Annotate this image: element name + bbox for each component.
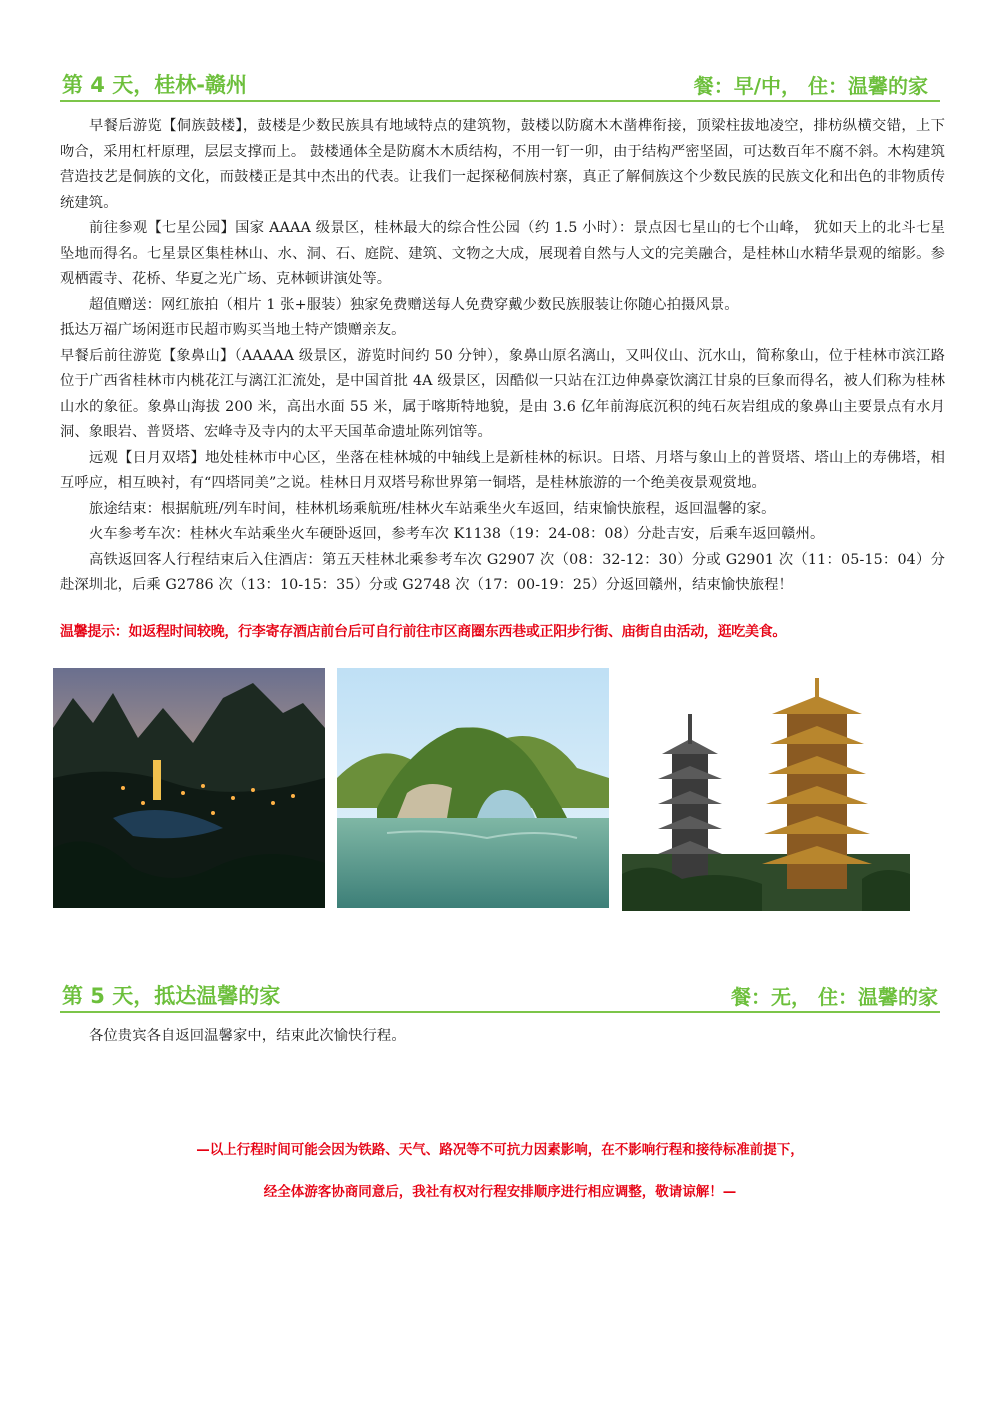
- day4-paragraph-wanfu-plaza: 抵达万福广场闲逛市民超市购买当地土特产馈赠亲友。: [60, 322, 406, 338]
- day4-paragraph-train-info: 火车参考车次：桂林火车站乘坐火车硬卧返回，参考车次 K1138（19：24-08：08）分赴吉安，后乘车返回赣州。: [89, 526, 825, 542]
- day4-tip: [60, 621, 960, 641]
- photo-sun-moon-pagodas: [622, 674, 910, 911]
- day4-header: [60, 72, 940, 102]
- day5-meal-lodging: 餐：无， 住：温馨的家: [731, 985, 938, 1009]
- day5-header: [60, 983, 940, 1013]
- day4-paragraph-drum-tower: 早餐后游览【侗族鼓楼】，鼓楼是少数民族具有地域特点的建筑物，鼓楼以防腐木木凿榫衔接，顶梁柱拔地凌空，排枋纵横交错，上下吻合，采用杠杆原理，层层支撑而上。 鼓楼通体全是防腐木木质结构，不用一钉一卯，由于结构严密坚固，可达数百年不腐不斜。木构建筑营造技艺是侗族的文化，而鼓楼正是其中杰出的代表。让我们一起探秘侗族村寨，真正了解侗族这个少数民族的民族文化和出色的非物质传统建筑。: [60, 118, 945, 211]
- day5-paragraph: 各位贵宾各自返回温馨家中，结束此次愉快行程。: [89, 1028, 406, 1044]
- day4-paragraph-twin-pagodas: 远观【日月双塔】地处桂林市中心区，坐落在桂林城的中轴线上是新桂林的标识。日塔、月塔与象山上的普贤塔、塔山上的寿佛塔，相互呼应，相互映衬，有“四塔同美”之说。桂林日月双塔号称世界第一铜塔，是桂林旅游的一个绝美夜景观赏地。: [60, 449, 945, 491]
- photo-guilin-night-view: [53, 668, 325, 908]
- tip-label: 温馨提示：: [60, 624, 129, 640]
- day4-paragraph-elephant-trunk-hill: 早餐后前往游览【象鼻山】（AAAAA 级景区，游览时间约 50 分钟），象鼻山原名漓山，又叫仪山、沉水山，简称象山，位于桂林市滨江路位于广西省桂林市内桃花江与漓江汇流处，是中国首批 4A 级景区，因酷似一只站在江边伸鼻豪饮漓江甘泉的巨象而得名，被人们称为桂林山水的象征。象鼻山海拔 200 米，高出水面 55 米，属于喀斯特地貌，是由 3.6 亿年前海底沉积的纯石灰岩组成的象鼻山主要景点有水月洞、象眼岩、普贤塔、宏峰寺及寺内的太平天国革命遗址陈列馆等。: [60, 347, 945, 440]
- day4-paragraph-seven-star-park: 前往参观【七星公园】国家 AAAA 级景区，桂林最大的综合性公园（约 1.5 小时）：景点因七星山的七个山峰， 犹如天上的北斗七星坠地而得名。七星景区集桂林山、水、洞、石、庭院、建筑、文物之大成，展现着自然与人文的完美融合，是桂林山水精华景观的缩影。参观栖霞寺、花桥、华夏之光广场、克林顿讲演处等。: [60, 220, 945, 287]
- tip-text: 如返程时间较晚，行李寄存酒店前台后可自行前往市区商圈东西巷或正阳步行街、庙街自由活动，逛吃美食。: [128, 624, 787, 640]
- day5-body: [60, 1024, 945, 1050]
- day4-paragraph-trip-end: 旅途结束：根据航班/列车时间，桂林机场乘航班/桂林火车站乘坐火车返回，结束愉快旅程，返回温馨的家。: [89, 500, 776, 517]
- day4-paragraph-gift: 超值赠送：网红旅拍（相片 1 张+服装）独家免费赠送每人免费穿戴少数民族服装让你随心拍摄风景。: [89, 296, 739, 313]
- photo-elephant-trunk-hill: [337, 668, 609, 908]
- day4-body: [60, 114, 945, 599]
- day4-title: 第 4 天，桂林-赣州: [62, 73, 247, 97]
- notice-line-1: —以上行程时间可能会因为铁路、天气、路况等不可抗力因素影响，在不影响行程和接待标准前提下，: [196, 1142, 804, 1158]
- day4-paragraph-highspeed-info: 高铁返回客人行程结束后入住酒店：第五天桂林北乘参考车次 G2907 次（08：32-12：30）分或 G2901 次（11：05-15：04）分赴深圳北，后乘 G2786 次（13：10-15：35）分或 G2748 次（17：00-19：25）分返回赣州，结束愉快旅程！: [60, 551, 945, 593]
- day4-meal-lodging: 餐：早/中， 住：温馨的家: [693, 74, 928, 98]
- notice-line-2: 经全体游客协商同意后，我社有权对行程安排顺序进行相应调整，敬请谅解！—: [263, 1184, 737, 1200]
- day5-title: 第 5 天，抵达温馨的家: [62, 984, 281, 1008]
